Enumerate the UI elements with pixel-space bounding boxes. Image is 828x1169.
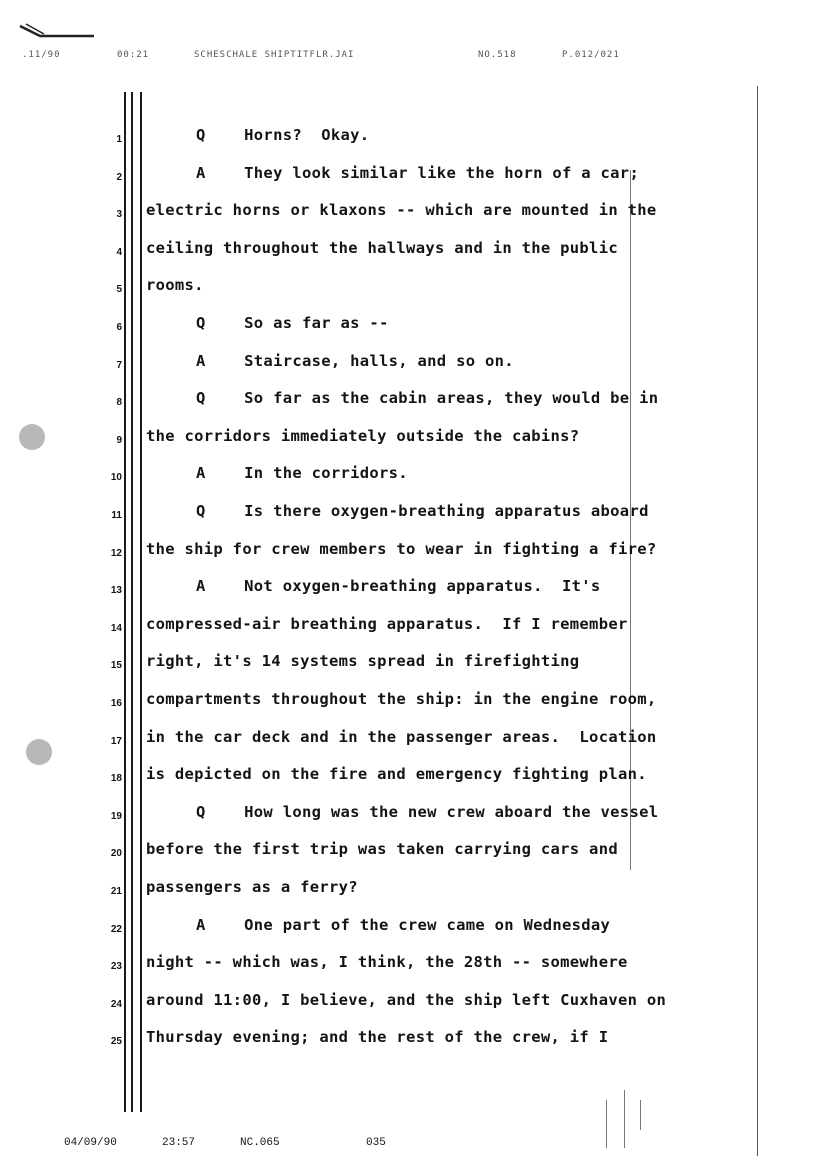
line-number: 3 (116, 209, 122, 221)
line-number: 17 (110, 735, 122, 747)
speaker-label: Q (196, 802, 206, 821)
header-source: SCHESCHALE SHIPTITFLR.JAI (194, 50, 355, 60)
speaker-gap (206, 464, 245, 482)
transcript-line (0, 914, 760, 942)
line-number: 19 (110, 810, 122, 822)
line-text: night -- which was, I think, the 28th -- somewhere (146, 953, 628, 972)
line-number: 2 (116, 171, 122, 183)
speaker-label: Q (196, 502, 206, 520)
footer-date: 04/09/90 (64, 1137, 117, 1149)
header-page: P.012/021 (562, 50, 620, 60)
transcript-line (0, 1026, 760, 1054)
line-body: In the corridors. (244, 464, 408, 483)
line-body: How long was the new crew aboard the vessel (244, 802, 659, 821)
fax-scan-streak (606, 1100, 607, 1148)
transcript-line (0, 387, 760, 415)
transcript-line (0, 237, 760, 265)
line-text: ceiling throughout the hallways and in the public (146, 238, 618, 257)
transcript-line (0, 312, 760, 340)
line-text: Thursday evening; and the rest of the crew, if I (146, 1028, 609, 1047)
line-number: 9 (116, 434, 122, 446)
line-body: So far as the cabin areas, they would be in (244, 389, 659, 408)
transcript-line (0, 274, 760, 302)
line-number: 22 (110, 923, 122, 935)
line-text (196, 352, 514, 370)
line-text: compressed-air breathing apparatus. If I remember (146, 614, 628, 633)
transcript-line (0, 124, 760, 152)
line-body: So as far as -- (244, 314, 389, 332)
line-number: 18 (110, 773, 122, 785)
footer-time: 23:57 (162, 1137, 196, 1149)
line-number: 16 (110, 698, 122, 709)
transcript-line (0, 801, 760, 829)
line-text: around 11:00, I believe, and the ship left Cuxhaven on (146, 990, 667, 1009)
line-number: 14 (110, 622, 122, 634)
line-number: 23 (110, 961, 122, 973)
line-text (196, 464, 408, 482)
speaker-label: Q (196, 314, 206, 332)
line-text: the ship for crew members to wear in fighting a fire? (146, 539, 657, 558)
line-number: 15 (110, 660, 122, 672)
transcript-line (0, 162, 760, 190)
header-date: .11/90 (22, 50, 61, 60)
line-text (196, 126, 369, 144)
line-text (196, 164, 639, 182)
fax-scan-streak (640, 1100, 641, 1130)
fax-header (22, 50, 722, 68)
line-number: 12 (110, 547, 122, 559)
line-text: in the car deck and in the passenger areas. Location (146, 727, 657, 746)
line-text: electric horns or klaxons -- which are mounted in the (146, 201, 657, 220)
speaker-gap (206, 502, 245, 520)
footer-page-number: 035 (366, 1137, 386, 1149)
line-number: 4 (116, 246, 122, 258)
transcript-line (0, 199, 760, 227)
line-body: Horns? Okay. (244, 126, 370, 144)
line-number: 24 (110, 998, 122, 1010)
line-body: They look similar like the horn of a car; (244, 163, 640, 182)
speaker-gap (206, 389, 245, 407)
speaker-label: A (196, 351, 206, 370)
line-text: passengers as a ferry? (146, 878, 358, 896)
line-number: 13 (110, 585, 122, 597)
line-body: Staircase, halls, and so on. (244, 351, 514, 370)
line-number: 6 (116, 322, 122, 333)
line-number: 11 (111, 510, 122, 521)
line-text (196, 314, 389, 332)
transcript-line (0, 763, 760, 791)
transcript-line (0, 838, 760, 866)
speaker-label: A (196, 163, 206, 182)
speaker-label: A (196, 464, 206, 483)
fax-footer (64, 1137, 564, 1155)
line-number: 20 (110, 848, 122, 860)
speaker-label: Q (196, 389, 206, 408)
line-text: right, it's 14 systems spread in firefighting (146, 652, 580, 671)
line-text: compartments throughout the ship: in the engine room, (146, 690, 657, 708)
line-text: before the first trip was taken carrying cars and (146, 840, 618, 859)
transcript-line (0, 575, 760, 603)
speaker-label: Q (196, 126, 206, 144)
line-number: 8 (116, 397, 122, 409)
speaker-gap (206, 314, 245, 332)
line-body: One part of the crew came on Wednesday (244, 915, 611, 934)
transcript-line (0, 650, 760, 678)
line-number: 5 (116, 284, 122, 296)
line-text (196, 389, 658, 407)
transcript-line (0, 500, 760, 528)
line-text: the corridors immediately outside the cabins? (146, 426, 580, 445)
line-number: 10 (110, 472, 122, 484)
footer-fax-number: NC.065 (240, 1137, 280, 1149)
line-text (196, 803, 658, 821)
transcript-line (0, 688, 760, 716)
transcript-line (0, 350, 760, 378)
transcript-line (0, 876, 760, 904)
transcript-line (0, 425, 760, 453)
transcript-line (0, 613, 760, 641)
fax-scan-streak (624, 1090, 625, 1148)
line-text (196, 916, 610, 934)
line-text: rooms. (146, 276, 204, 295)
transcript-line (0, 989, 760, 1017)
line-body: Is there oxygen-breathing apparatus aboard (244, 502, 649, 520)
speaker-gap (206, 803, 245, 821)
speaker-gap (206, 916, 245, 934)
line-text (196, 577, 601, 595)
line-number: 25 (110, 1036, 122, 1048)
line-body: Not oxygen-breathing apparatus. It's (244, 577, 601, 596)
line-number: 1 (116, 134, 122, 145)
speaker-gap (206, 164, 245, 182)
transcript-line (0, 462, 760, 490)
line-text (196, 502, 649, 520)
header-number: NO.518 (478, 50, 517, 60)
speaker-label: A (196, 915, 206, 934)
line-text: is depicted on the fire and emergency fighting plan. (146, 765, 647, 784)
staple-mark-icon (18, 22, 96, 44)
transcript-line (0, 951, 760, 979)
line-number: 21 (110, 886, 122, 897)
transcript-line (0, 538, 760, 566)
speaker-gap (206, 126, 245, 144)
line-number: 7 (116, 359, 122, 371)
transcript-line (0, 726, 760, 754)
speaker-label: A (196, 577, 206, 596)
speaker-gap (206, 577, 245, 595)
speaker-gap (206, 352, 245, 370)
header-time: 00:21 (117, 50, 150, 60)
